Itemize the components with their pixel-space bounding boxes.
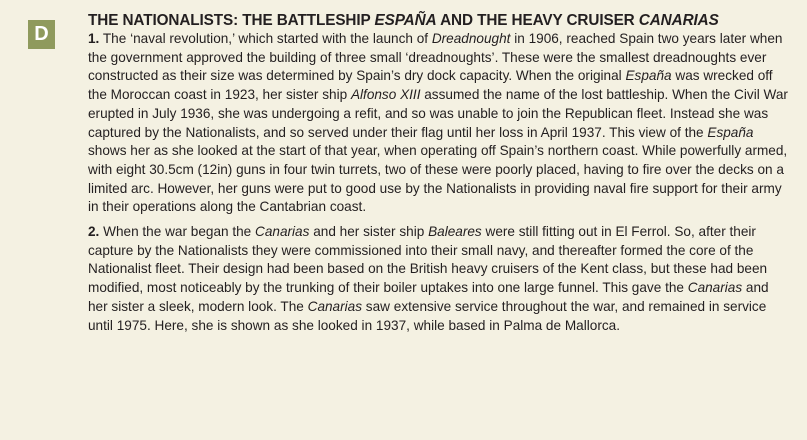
text-segment: shows her as she looked at the start of that year, when operating off Spain’s northern coast. While powerfully armed, with eight 30.5cm (12in) guns in four twin turrets, two of these were poorly placed, having to fire over the decks on a limited arc. However, her guns were put to good use by the Nationalists in providing naval fire support for their army in their operations along the Cantabrian coast. xyxy=(88,143,788,215)
ship-name: Alfonso XIII xyxy=(350,87,421,103)
ship-name: Canarias xyxy=(687,280,743,296)
paragraph-number: 2. xyxy=(88,224,100,240)
text-segment: and her sister a sleek, modern look. The xyxy=(88,280,769,314)
ship-name: España xyxy=(707,124,754,140)
paragraph-1 xyxy=(88,30,788,217)
ship-name: Canarias xyxy=(307,298,363,314)
ship-name: Baleares xyxy=(428,224,482,240)
section-badge: D xyxy=(28,20,55,49)
text-segment: The ‘naval revolution,’ which started with the launch of xyxy=(99,31,432,46)
text-segment: in 1906, reached Spain two years later when the government approved the building of three small ‘dreadnoughts’. These were the smallest dreadnoughts ever constructed as their size was determined by Spain’s dry dock capacity. When the original xyxy=(88,31,783,84)
title-ship-canarias: CANARIAS xyxy=(638,12,719,29)
text-segment: saw extensive service throughout the war, and remained in service until 1975. Here, she is shown as she looked in 1937, while based in Palma de Mallorca. xyxy=(88,298,767,333)
ship-name: Canarias xyxy=(255,224,310,240)
ship-name: Dreadnought xyxy=(431,31,511,46)
title-ship-espana: ESPAÑA xyxy=(374,12,437,29)
text-segment: and her sister ship xyxy=(309,224,429,240)
paragraph-number: 1. xyxy=(88,31,100,46)
title-middle: AND THE HEAVY CRUISER xyxy=(436,12,639,29)
text-segment: was wrecked off the Moroccan coast in 1923, her sister ship xyxy=(88,68,773,103)
text-segment: When the war began the xyxy=(99,224,256,240)
ship-name: España xyxy=(625,68,672,84)
text-segment: were still fitting out in El Ferrol. So, after their capture by the Nationalists they were commissioned into their small navy, and thereafter formed the core of the Nationalist fleet. Their design had been based on the British heavy cruisers of the Kent class, but these had been modified, most noticeably by the trunking of their boiler uptakes into one large funnel. This gave the xyxy=(88,224,768,296)
article-title xyxy=(88,11,788,30)
title-prefix: THE NATIONALISTS: THE BATTLESHIP xyxy=(88,12,375,29)
paragraph-2 xyxy=(88,223,788,335)
article-body xyxy=(88,11,788,335)
text-segment: assumed the name of the lost battleship. When the Civil War erupted in July 1936, she was undergoing a refit, and so was unable to join the Republican fleet. Instead she was captured by the Nationalists, and so served under their flag until her loss in April 1937. This view of the xyxy=(88,87,788,140)
